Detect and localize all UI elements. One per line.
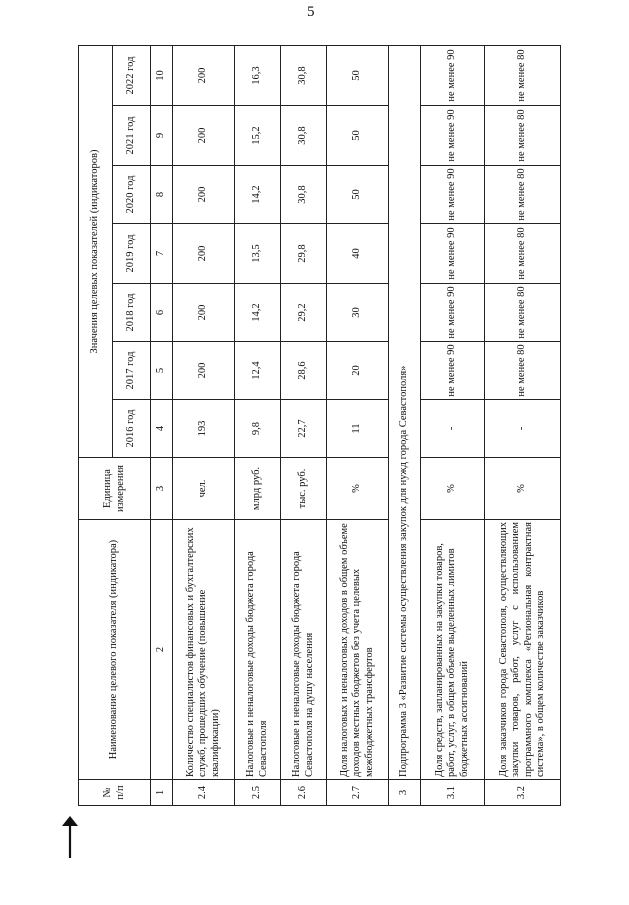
- col-number: 4: [151, 400, 173, 458]
- row-name: Налоговые и неналоговые доходы бюджета города Севастополя на душу населения: [281, 520, 327, 780]
- row-value: 16,3: [235, 46, 281, 106]
- row-value: не менее 80: [485, 46, 561, 106]
- header-values: Значения целевых показателей (индикаторов): [79, 46, 113, 458]
- row-value: 22,7: [281, 400, 327, 458]
- rotated-table-container: [78, 46, 560, 806]
- row-value: 200: [173, 224, 235, 284]
- col-number: 10: [151, 46, 173, 106]
- row-value: 30,8: [281, 166, 327, 224]
- row-value: 200: [173, 166, 235, 224]
- row-value: не менее 90: [421, 106, 485, 166]
- row-value: не менее 90: [421, 342, 485, 400]
- page-number: 5: [307, 4, 315, 20]
- table-row: [173, 46, 235, 806]
- subprogram-num: 3: [389, 780, 421, 806]
- row-value: не менее 80: [485, 284, 561, 342]
- row-value: -: [421, 400, 485, 458]
- row-value: не менее 80: [485, 342, 561, 400]
- header-name: Наименование целевого показателя (индикатора): [79, 520, 151, 780]
- row-unit: %: [327, 458, 389, 520]
- row-name: Доля налоговых и неналоговых доходов в общем объеме доходов местных бюджетов без учета целевых межбюджетных трансфертов: [327, 520, 389, 780]
- row-value: 13,5: [235, 224, 281, 284]
- row-value: 200: [173, 342, 235, 400]
- row-value: 193: [173, 400, 235, 458]
- col-number: 6: [151, 284, 173, 342]
- row-unit: %: [485, 458, 561, 520]
- row-unit: млрд руб.: [235, 458, 281, 520]
- row-num: 3.2: [485, 780, 561, 806]
- row-value: 14,2: [235, 166, 281, 224]
- row-value: 30,8: [281, 46, 327, 106]
- header-year: 2016 год: [113, 400, 151, 458]
- header-unit: Единица измерения: [79, 458, 151, 520]
- row-value: 200: [173, 106, 235, 166]
- row-value: 29,2: [281, 284, 327, 342]
- row-value: 50: [327, 166, 389, 224]
- row-value: не менее 90: [421, 46, 485, 106]
- col-number: 5: [151, 342, 173, 400]
- table-row: [281, 46, 327, 806]
- table-row: [235, 46, 281, 806]
- row-unit: тыс. руб.: [281, 458, 327, 520]
- page-orientation-arrow-icon: [59, 814, 81, 860]
- column-number-row: [151, 46, 173, 806]
- row-num: 3.1: [421, 780, 485, 806]
- row-value: 11: [327, 400, 389, 458]
- row-value: 9,8: [235, 400, 281, 458]
- header-year: 2019 год: [113, 224, 151, 284]
- header-year: 2018 год: [113, 284, 151, 342]
- indicators-table: [78, 45, 561, 806]
- row-value: 15,2: [235, 106, 281, 166]
- header-num: № п/п: [79, 780, 151, 806]
- row-value: 12,4: [235, 342, 281, 400]
- row-value: 20: [327, 342, 389, 400]
- row-value: 30,8: [281, 106, 327, 166]
- col-number: 3: [151, 458, 173, 520]
- row-name: Доля заказчиков города Севастополя, осуществляющих закупки товаров, работ, услуг с использованием программного комплекса «Региональная контрактная система», в общем количестве заказчиков: [485, 520, 561, 780]
- row-num: 2.5: [235, 780, 281, 806]
- row-unit: чел.: [173, 458, 235, 520]
- subprogram-title: Подпрограмма 3 «Развитие системы осуществления закупок для нужд города Севастополя»: [389, 46, 421, 780]
- table-row: [327, 46, 389, 806]
- row-value: не менее 80: [485, 224, 561, 284]
- row-value: 50: [327, 46, 389, 106]
- subprogram-row: [389, 46, 421, 806]
- col-number: 2: [151, 520, 173, 780]
- row-name: Доля средств, запланированных на закупки товаров, работ, услуг, в общем объеме выделенных лимитов бюджетных ассигнований: [421, 520, 485, 780]
- row-unit: %: [421, 458, 485, 520]
- col-number: 8: [151, 166, 173, 224]
- table-row: [485, 46, 561, 806]
- row-value: 29,8: [281, 224, 327, 284]
- col-number: 7: [151, 224, 173, 284]
- header-year: 2020 год: [113, 166, 151, 224]
- col-number: 9: [151, 106, 173, 166]
- row-value: не менее 90: [421, 166, 485, 224]
- row-value: не менее 90: [421, 224, 485, 284]
- row-num: 2.6: [281, 780, 327, 806]
- row-value: 14,2: [235, 284, 281, 342]
- row-name: Количество специалистов финансовых и бухгалтерских служб, прошедших обучение (повышение квалификации): [173, 520, 235, 780]
- header-year: 2022 год: [113, 46, 151, 106]
- row-value: не менее 80: [485, 166, 561, 224]
- row-value: 200: [173, 284, 235, 342]
- row-name: Налоговые и неналоговые доходы бюджета города Севастополя: [235, 520, 281, 780]
- row-value: 40: [327, 224, 389, 284]
- row-value: 200: [173, 46, 235, 106]
- row-value: не менее 90: [421, 284, 485, 342]
- row-value: 50: [327, 106, 389, 166]
- table-row: [421, 46, 485, 806]
- row-num: 2.4: [173, 780, 235, 806]
- row-value: 28,6: [281, 342, 327, 400]
- row-value: не менее 80: [485, 106, 561, 166]
- row-value: -: [485, 400, 561, 458]
- row-num: 2.7: [327, 780, 389, 806]
- header-year: 2021 год: [113, 106, 151, 166]
- row-value: 30: [327, 284, 389, 342]
- col-number: 1: [151, 780, 173, 806]
- header-year: 2017 год: [113, 342, 151, 400]
